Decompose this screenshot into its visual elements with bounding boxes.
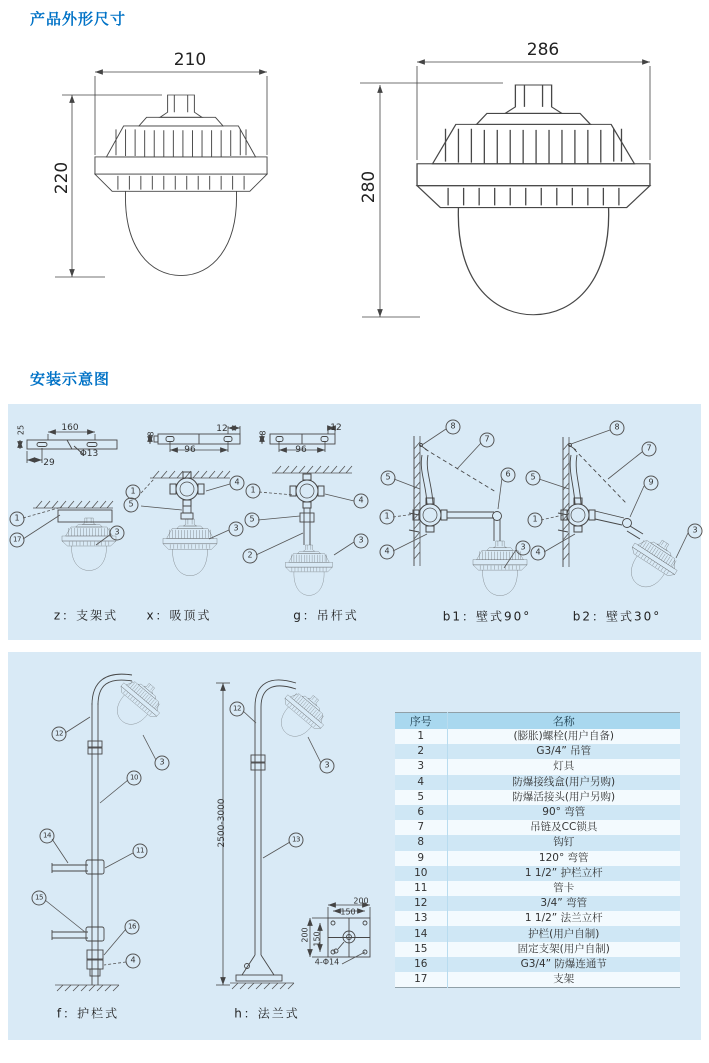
callout-f-15: 15	[32, 891, 47, 906]
dim-z-length: 160	[61, 423, 79, 433]
part-no: 13	[395, 911, 447, 926]
callout-b1-6: 6	[501, 468, 516, 483]
diagram-b1-art	[375, 415, 535, 615]
diagram-label-b1: b1：壁式90°	[442, 609, 532, 624]
callout-f-3: 3	[155, 756, 170, 771]
diagram-label-f: f：护栏式	[56, 1006, 120, 1021]
part-no: 7	[395, 820, 447, 835]
part-no: 17	[395, 972, 447, 988]
callout-g-1: 1	[246, 484, 261, 499]
table-row	[395, 942, 680, 957]
callout-b2-8: 8	[610, 421, 625, 436]
dim-x-span: 96	[184, 445, 196, 455]
dim-flange-outer-width: 200	[353, 896, 369, 906]
part-no: 5	[395, 790, 447, 805]
diagram-label-b2: b2：壁式30°	[572, 609, 662, 624]
part-no: 14	[395, 926, 447, 941]
table-header-name: 名称	[447, 713, 680, 730]
callout-b1-7: 7	[480, 433, 495, 448]
part-no: 12	[395, 896, 447, 911]
callout-g-4: 4	[354, 494, 369, 509]
callout-h-3: 3	[320, 759, 335, 774]
callout-b2-7: 7	[642, 442, 657, 457]
callout-g-2: 2	[243, 549, 258, 564]
callout-b2-3: 3	[688, 524, 703, 539]
table-row	[395, 790, 680, 805]
callout-h-12: 12	[230, 702, 245, 717]
table-row	[395, 866, 680, 881]
diagram-h-art	[230, 655, 410, 1023]
table-row	[395, 911, 680, 926]
callout-z-1: 1	[10, 512, 25, 527]
part-name: G3/4” 吊管	[536, 745, 592, 758]
part-no: 3	[395, 759, 447, 774]
callout-f-10: 10	[127, 771, 142, 786]
dim-g-end: 12	[330, 423, 342, 433]
part-name: 钩钉	[553, 836, 575, 849]
table-row	[395, 775, 680, 790]
table-row	[395, 851, 680, 866]
part-name: 固定支架(用户自制)	[517, 942, 610, 955]
callout-b2-4: 4	[531, 546, 546, 561]
callout-f-4: 4	[126, 954, 141, 969]
part-no: 10	[395, 866, 447, 881]
part-name: G3/4” 防爆连通节	[520, 957, 607, 970]
part-no: 1	[395, 729, 447, 744]
part-name: 支架	[553, 973, 575, 986]
part-no: 2	[395, 744, 447, 759]
part-no: 8	[395, 835, 447, 850]
table-row	[395, 957, 680, 972]
callout-f-11: 11	[133, 844, 148, 859]
part-no: 16	[395, 957, 447, 972]
dim-width-left: 210	[173, 50, 207, 70]
dim-flange-outer-height: 200	[300, 927, 310, 943]
table-row	[395, 881, 680, 896]
table-row	[395, 820, 680, 835]
part-name: 护栏(用户自制)	[528, 927, 600, 940]
part-name: 防爆接线盒(用户另购)	[512, 775, 616, 788]
diagram-g-art	[245, 415, 380, 625]
callout-g-3: 3	[354, 534, 369, 549]
part-no: 9	[395, 851, 447, 866]
table-header-row	[395, 713, 680, 730]
diagram-label-h: h：法兰式	[234, 1006, 300, 1021]
callout-x-4: 4	[230, 476, 245, 491]
callout-g-5: 5	[245, 513, 260, 528]
callout-f-16: 16	[125, 920, 140, 935]
callout-b1-1: 1	[380, 510, 395, 525]
callout-f-14: 14	[40, 829, 55, 844]
part-name: 3/4” 弯管	[540, 897, 588, 910]
callout-h-13: 13	[289, 833, 304, 848]
dim-width-right: 286	[526, 40, 560, 60]
dim-z-hole: Φ13	[79, 449, 99, 459]
dim-f-height: 2500-3000	[217, 798, 227, 848]
diagram-b2-art	[530, 415, 709, 615]
table-row	[395, 729, 680, 744]
diagram-label-z: z：支架式	[53, 608, 119, 623]
outline-drawing-right	[350, 30, 690, 330]
part-name: 吊链及CC锁具	[530, 821, 598, 834]
callout-x-3: 3	[229, 522, 244, 537]
dim-flange-inner-width: 150	[340, 907, 356, 917]
diagram-label-g: g：吊杆式	[293, 608, 359, 623]
callout-x-5: 5	[124, 498, 139, 513]
diagram-label-x: x：吸顶式	[146, 608, 212, 623]
dim-g-span: 96	[295, 445, 307, 455]
table-row	[395, 744, 680, 759]
diagram-z-art	[10, 415, 140, 620]
callout-b2-1: 1	[528, 513, 543, 528]
table-row	[395, 759, 680, 774]
parts-table	[395, 712, 680, 988]
part-no: 11	[395, 881, 447, 896]
table-row	[395, 972, 680, 988]
dim-g-side: 8	[258, 430, 268, 436]
outline-drawing-left	[50, 40, 290, 285]
part-name: 灯具	[553, 760, 575, 773]
part-name: 90° 弯管	[542, 806, 586, 819]
part-name: 防爆活接头(用户另购)	[512, 790, 616, 803]
dim-flange-inner-height: 150	[312, 931, 322, 947]
part-name: 1 1/2” 法兰立杆	[524, 912, 603, 925]
callout-z-3: 3	[110, 526, 125, 541]
callout-b1-3: 3	[516, 541, 531, 556]
callout-b1-8: 8	[446, 420, 461, 435]
dim-height-right: 280	[359, 170, 379, 204]
section-title-dimensions: 产品外形尺寸	[30, 10, 127, 28]
part-name: 1 1/2” 护栏立杆	[524, 866, 603, 879]
dim-height-left: 220	[52, 161, 72, 195]
callout-b1-4: 4	[380, 545, 395, 560]
callout-f-12: 12	[52, 727, 67, 742]
callout-b2-5: 5	[526, 471, 541, 486]
table-row	[395, 926, 680, 941]
dim-flange-holes: 4-Φ14	[314, 957, 340, 967]
table-row	[395, 835, 680, 850]
dim-z-side: 25	[16, 424, 26, 436]
part-no: 6	[395, 805, 447, 820]
part-name: 120° 弯管	[538, 851, 589, 864]
callout-z-17: 17	[10, 533, 25, 548]
section-title-installation: 安装示意图	[30, 370, 111, 388]
callout-x-1: 1	[126, 485, 141, 500]
table-row	[395, 805, 680, 820]
part-no: 4	[395, 775, 447, 790]
part-name: 管卡	[553, 881, 575, 894]
dim-z-offset: 29	[43, 458, 55, 468]
callout-b1-5: 5	[381, 471, 396, 486]
dim-x-end: 12	[216, 424, 228, 434]
part-name: (膨胀)螺栓(用户自备)	[513, 730, 614, 743]
diagram-x-art	[140, 415, 260, 620]
table-row	[395, 896, 680, 911]
dim-x-side: 8	[146, 431, 156, 437]
table-header-no: 序号	[395, 713, 447, 730]
part-no: 15	[395, 942, 447, 957]
callout-b2-9: 9	[644, 476, 659, 491]
